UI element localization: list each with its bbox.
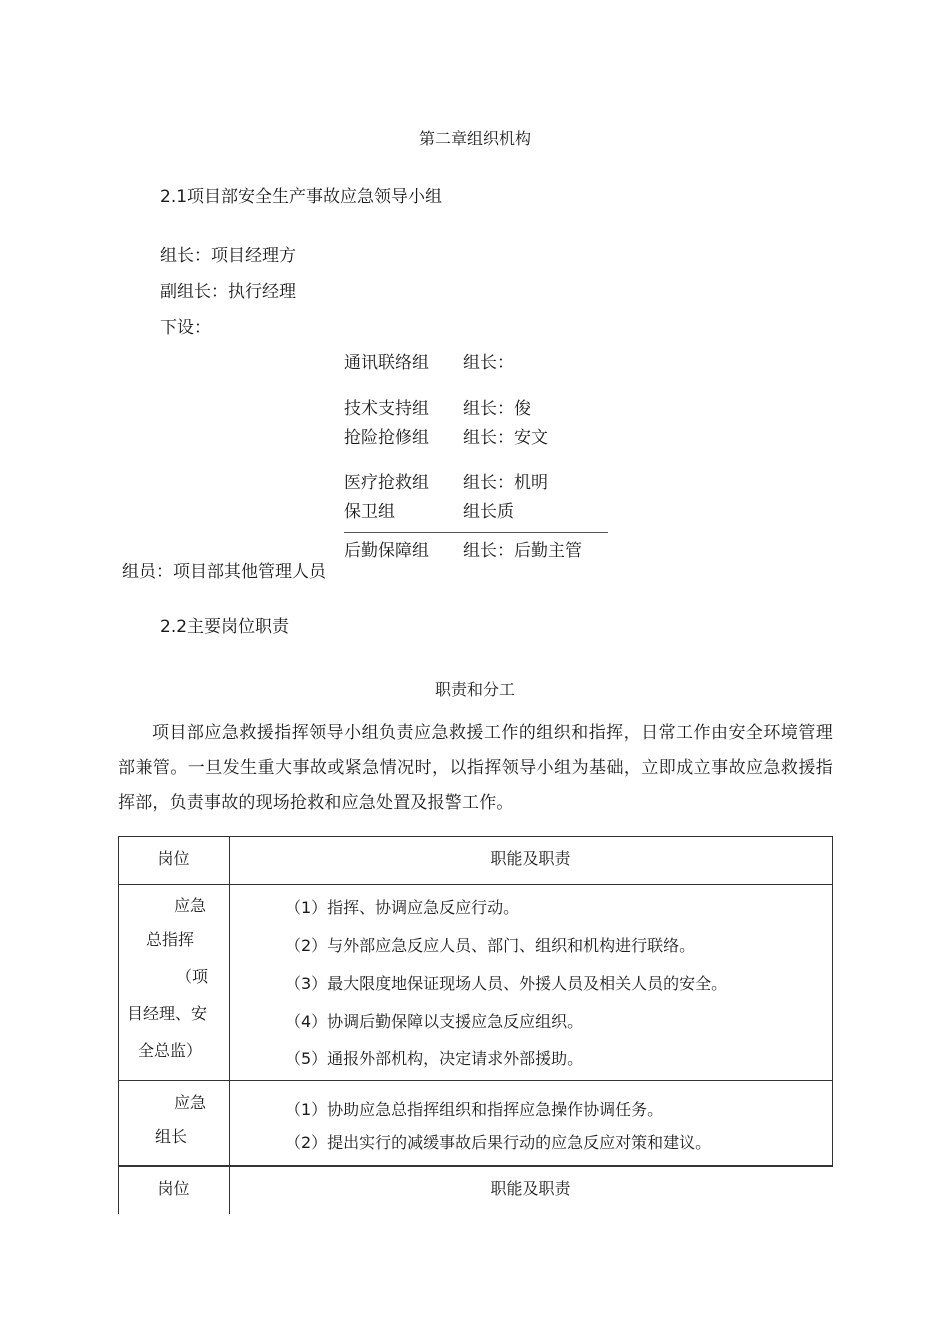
subunit-name: 技术支持组	[344, 399, 429, 419]
table-rule	[832, 836, 833, 1167]
duty-item: （2）提出实行的减缓事故后果行动的应急反应对策和建议。	[285, 1133, 712, 1152]
subunit-name: 后勤保障组	[344, 541, 429, 561]
duty-item: （1）指挥、协调应急反应行动。	[285, 898, 520, 917]
subunit-lead: 组长：俊	[463, 399, 531, 419]
subunits-label: 下设：	[160, 318, 211, 338]
section-heading-2-1: 2.1项目部安全生产事故应急领导小组	[160, 187, 443, 207]
subunit-lead: 组长：后勤主管	[463, 541, 582, 561]
chapter-title: 第二章组织机构	[418, 129, 531, 148]
divider	[344, 532, 608, 533]
table-rule	[229, 836, 230, 1214]
table-header-role: 岗位	[157, 849, 190, 868]
group-leader: 组长：项目经理方	[160, 246, 296, 266]
subunit-name: 通讯联络组	[344, 353, 429, 373]
table-rule	[118, 884, 833, 885]
role-text: 目经理、安	[127, 1004, 208, 1023]
intro-paragraph: 项目部应急救援指挥领导小组负责应急救援工作的组织和指挥，日常工作由安全环境管理部兼管。一旦发生重大事故或紧急情况时，以指挥领导小组为基础，立即成立事故应急救援指挥部，负责事故的现场抢救和应急处置及报警工作。	[118, 723, 833, 813]
section-heading-2-2: 2.2主要岗位职责	[160, 617, 290, 637]
table-rule	[118, 836, 833, 837]
subunit-lead: 组长：	[463, 353, 514, 373]
subunit-lead: 组长质	[463, 502, 514, 522]
subunit-name: 抢险抢修组	[344, 428, 429, 448]
table-rule	[118, 836, 119, 1214]
role-text: 组长	[155, 1127, 188, 1146]
deputy-leader: 副组长：执行经理	[160, 282, 296, 302]
subunit-name: 保卫组	[344, 502, 395, 522]
duty-item: （4）协调后勤保障以支援应急反应组织。	[285, 1012, 584, 1031]
table-rule	[118, 1080, 833, 1081]
duty-item: （2）与外部应急反应人员、部门、组织和机构进行联络。	[285, 936, 696, 955]
subunit-lead: 组长：安文	[463, 428, 548, 448]
duty-item: （1）协助应急总指挥组织和指挥应急操作协调任务。	[285, 1100, 664, 1119]
role-text: 应急	[174, 1093, 207, 1112]
duty-item: （3）最大限度地保证现场人员、外援人员及相关人员的安全。	[285, 974, 728, 993]
role-text: （项	[176, 967, 209, 986]
duty-item: （5）通报外部机构，决定请求外部援助。	[285, 1049, 584, 1068]
members-line: 组员：项目部其他管理人员	[122, 562, 326, 582]
role-text: 总指挥	[146, 930, 195, 949]
duties-subtitle: 职责和分工	[434, 680, 515, 699]
subunit-lead: 组长：机明	[463, 473, 548, 493]
role-text: 全总监）	[138, 1041, 203, 1060]
subunit-name: 医疗抢救组	[344, 473, 429, 493]
role-text: 应急	[174, 896, 207, 915]
table-rule	[118, 1165, 833, 1167]
table-header-duties: 职能及职责	[490, 849, 571, 868]
table-header-duties: 职能及职责	[490, 1179, 571, 1198]
table-header-role: 岗位	[157, 1179, 190, 1198]
